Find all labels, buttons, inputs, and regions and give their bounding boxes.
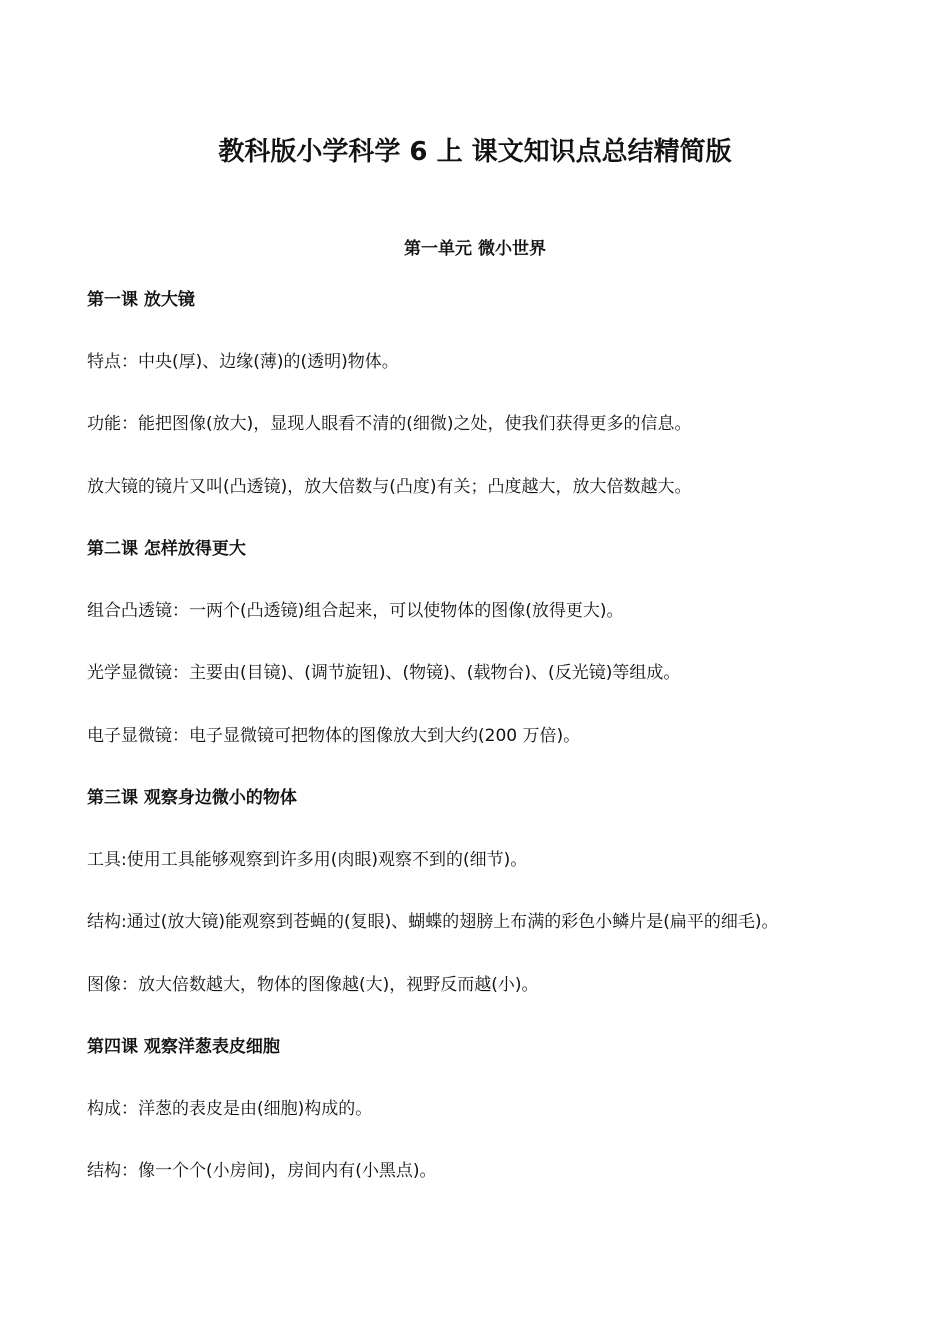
paragraph: 电子显微镜：电子显微镜可把物体的图像放大到大约(200 万倍)。	[87, 726, 581, 746]
paragraph: 结构:通过(放大镜)能观察到苍蝇的(复眼)、蝴蝶的翅膀上布满的彩色小鳞片是(扁平的细毛)。	[87, 912, 779, 932]
lesson-heading: 第三课 观察身边微小的物体	[87, 788, 297, 808]
paragraph: 图像：放大倍数越大，物体的图像越(大)，视野反而越(小)。	[87, 975, 539, 995]
lesson-heading: 第四课 观察洋葱表皮细胞	[87, 1037, 280, 1057]
paragraph: 组合凸透镜：一两个(凸透镜)组合起来，可以使物体的图像(放得更大)。	[87, 601, 624, 621]
lesson-heading: 第一课 放大镜	[87, 290, 195, 310]
unit-title: 第一单元 微小世界	[404, 239, 546, 259]
paragraph: 构成：洋葱的表皮是由(细胞)构成的。	[87, 1099, 373, 1119]
lesson-heading: 第二课 怎样放得更大	[87, 539, 246, 559]
paragraph: 工具:使用工具能够观察到许多用(肉眼)观察不到的(细节)。	[87, 850, 528, 870]
document-title: 教科版小学科学 6 上 课文知识点总结精简版	[218, 137, 732, 167]
paragraph: 结构：像一个个(小房间)，房间内有(小黑点)。	[87, 1161, 437, 1181]
paragraph: 功能：能把图像(放大)，显现人眼看不清的(细微)之处，使我们获得更多的信息。	[87, 414, 692, 434]
paragraph: 光学显微镜：主要由(目镜)、(调节旋钮)、(物镜)、(载物台)、(反光镜)等组成。	[87, 663, 681, 683]
paragraph: 特点：中央(厚)、边缘(薄)的(透明)物体。	[87, 352, 399, 372]
paragraph: 放大镜的镜片又叫(凸透镜)，放大倍数与(凸度)有关；凸度越大，放大倍数越大。	[87, 477, 692, 497]
